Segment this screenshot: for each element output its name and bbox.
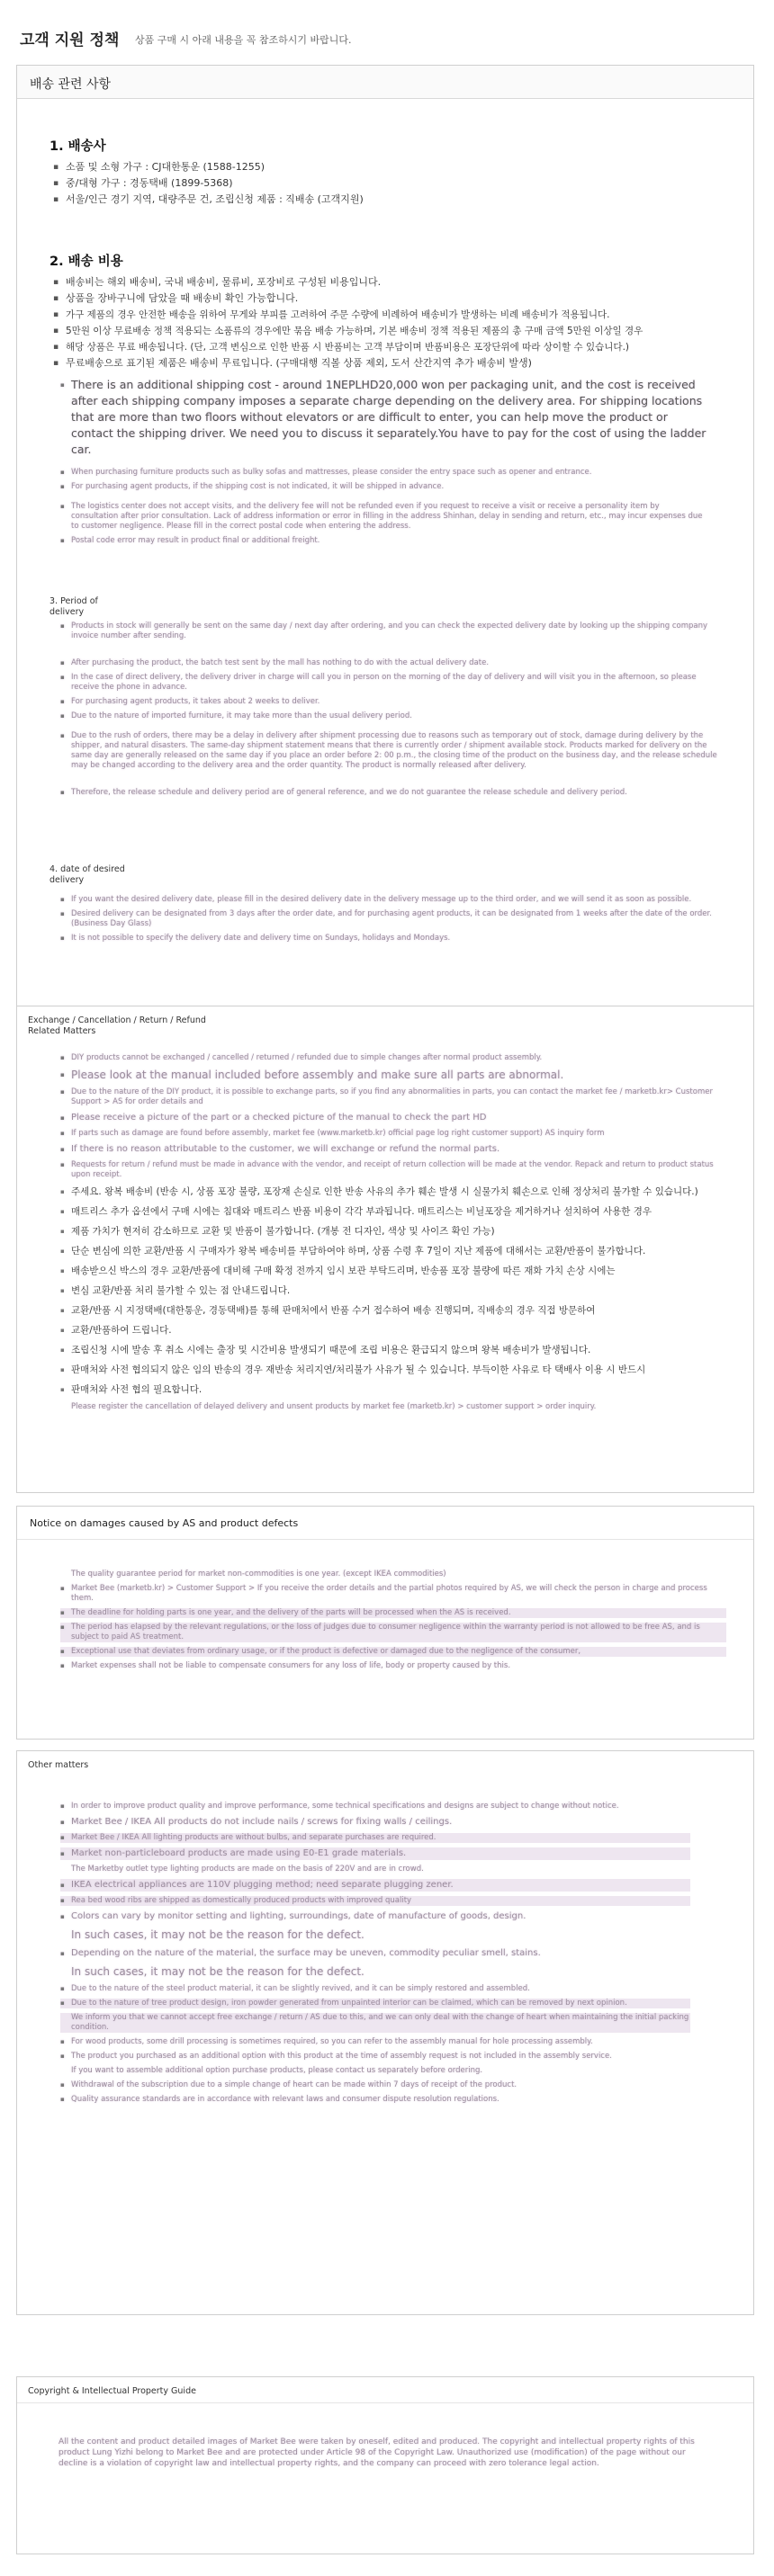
list-item: ▪ 배송비는 해외 배송비, 국내 배송비, 물류비, 포장비로 구성된 비용입니다.: [53, 274, 737, 291]
note-line: ▪ Market expenses shall not be liable to compensate consumers for any loss of life, body or property caused by this.: [60, 1661, 726, 1671]
note-line: ▪ 교환/반품 시 지정택배(대한통운, 경동택배)를 통해 판매처에서 반품 수거 접수하여 배송 진행되며, 직배송의 경우 직접 방문하여: [60, 1303, 726, 1319]
list-item: ▪ 상품을 장바구니에 담았을 때 배송비 확인 가능합니다.: [53, 291, 737, 307]
list-item: ▪ 해당 상품은 무료 배송됩니다. (단, 고객 변심으로 인한 반품 시 반품비는 고객 부담이며 반품비용은 포장단위에 따라 상이할 수 있습니다.): [53, 339, 737, 355]
note-line: ▪ Market non-particleboard products are made using E0-E1 grade materials.: [60, 1847, 690, 1860]
note-line: ▪ 판매처와 사전 협의 필요합니다.: [60, 1382, 726, 1398]
delivery-period-label: 3. Period of delivery: [50, 596, 98, 617]
note-line: ▪ Market Bee / IKEA All products do not include nails / screws for fixing walls / ceilings.: [60, 1816, 690, 1829]
fine-note: ▪ When purchasing furniture products such as bulky sofas and mattresses, please consider the entry space such as opener and entrance.: [60, 468, 708, 478]
note-line: ▪ For wood products, some drill processing is sometimes required, so you can refer to the assembly manual for hole processing assembly.: [60, 2037, 690, 2047]
delivery-period-notes: [60, 622, 717, 802]
fine-note: ▪ Due to the rush of orders, there may be a delay in delivery after shipment processing due to reasons such as temporary out of stock, damage during delivery by the shipper, and natural disasters. The same-day shipment statement means that there is currently order / shipment available stock. Products marked for delivery on the same day are generally released on the same day if you place an order before 2: 00 p.m., the closing time of the product on the business day, and the release schedule may be changed according to the delivery area and the order quantity. The product is normally released after delivery.: [60, 731, 717, 771]
note-line: ▪ Market Bee (marketb.kr) > Customer Support > If you receive the order details and the partial photos required by AS, we will check the person in charge and process them.: [60, 1584, 726, 1604]
note-line: ▪ The period has elapsed by the relevant regulations, or the loss of judges due to consumer negligence within the warranty period is not allowed to be free AS, and is subject to paid AS treatment.: [60, 1623, 726, 1642]
list-item: ▪ 서울/인근 경기 지역, 대량주문 건, 조립신청 제품 : 직배송 (고객지원): [53, 192, 364, 208]
page-subtitle: 상품 구매 시 아래 내용을 꼭 참조하시기 바랍니다.: [135, 34, 352, 46]
fine-note: ▪ The logistics center does not accept visits, and the delivery fee will not be refunded even if you request to receive a visit or receive a personality item by consultation after prior consultation. Lack of address information or error in filling in the address Shinhan, delay in sending and return, etc., may incur expenses due to customer negligence. Please fill in the correct postal code when entering the address.: [60, 502, 708, 532]
page-title: 고객 지원 정책: [20, 31, 120, 49]
note-line: In such cases, it may not be the reason for the defect.: [71, 1928, 364, 1941]
fine-note: ▪ Postal code error may result in product final or additional freight.: [60, 536, 708, 546]
note-line: ▪ 주세요. 왕복 배송비 (반송 시, 상품 포장 불량, 포장재 손실로 인한 반송 사유의 추가 훼손 발생 시 실물가치 훼손으로 인해 정상처리 불가할 수 있습니다.): [60, 1185, 726, 1200]
note-line: In such cases, it may not be the reason for the defect.: [71, 1965, 364, 1978]
note-line: ▪ The deadline for holding parts is one year, and the delivery of the parts will be processed when the AS is received.: [60, 1608, 726, 1618]
note-line: ▪ DIY products cannot be exchanged / cancelled / returned / refunded due to simple changes after normal product assembly.: [60, 1053, 726, 1063]
courier-list: [53, 159, 364, 208]
courier-heading: 1. 배송사: [50, 139, 106, 154]
fine-note: ▪ In the case of direct delivery, the delivery driver in charge will call you in person on the morning of the day of delivery and will visit you in the afternoon, so please receive the phone in advance.: [60, 673, 717, 693]
exchange-section: [16, 1006, 754, 1493]
shipping-cost-extra: [60, 377, 708, 550]
fine-note: ▪ After purchasing the product, the batch test sent by the mall has nothing to do with the actual delivery date.: [60, 658, 717, 668]
shipping-cost-list: [53, 274, 737, 371]
note-line: ▪ In order to improve product quality and improve performance, some technical specifications and designs are subject to change without notice.: [60, 1802, 690, 1811]
shipping-section-header: [17, 66, 753, 99]
note-line: ▪ Rea bed wood ribs are shipped as domestically produced products with improved quality: [60, 1896, 690, 1906]
exchange-section-title: Exchange / Cancellation / Return / Refund Related Matters: [28, 1015, 206, 1036]
note-line: ▪ Due to the nature of the DIY product, it is possible to exchange parts, so if you find any abnormalities in parts, you can contact the market fee / marketb.kr> Customer Support > AS for order details and: [60, 1087, 726, 1107]
list-item: ▪ 5만원 이상 무료배송 정책 적용되는 소품류의 경우에만 묶음 배송 가능하며, 기본 배송비 정책 적용된 제품의 총 구매 금액 5만원 이상일 경우: [53, 323, 737, 339]
note-line: Please register the cancellation of delayed delivery and unsent products by market fee (marketb.kr) > customer support > order inquiry.: [71, 1402, 597, 1411]
note-line: ▪ Please receive a picture of the part or a checked picture of the manual to check the part HD: [60, 1112, 726, 1124]
list-item: ▪ 소품 및 소형 가구 : CJ대한통운 (1588-1255): [53, 159, 364, 175]
list-item: ▪ 무료배송으로 표기된 제품은 배송비 무료입니다. (구매대행 직볼 상품 제외, 도서 산간지역 추가 배송비 발생): [53, 355, 737, 371]
damage-notes: [60, 1570, 726, 1676]
fine-note: ▪ If you want the desired delivery date, please fill in the desired delivery date in the delivery message up to the third order, and we will send it as soon as possible.: [60, 895, 717, 905]
note-line: ▪ 제품 가치가 현저히 감소하므로 교환 및 반품이 불가합니다. (개봉 전 디자인, 색상 및 사이즈 확인 가능): [60, 1224, 726, 1239]
note-line: ▪ 교환/반품하여 드립니다.: [60, 1323, 726, 1338]
fine-note: ▪ Desired delivery can be designated from 3 days after the order date, and for purchasing agent products, it can be designated from 1 weeks after the date of the order. (Business Day Glass): [60, 909, 717, 929]
note-line: ▪ 판매처와 사전 협의되지 않은 임의 반송의 경우 재반송 처리지연/처리불가 사유가 될 수 있습니다. 부득이한 사유로 타 택배사 이용 시 반드시: [60, 1363, 726, 1378]
page-header: [0, 0, 774, 65]
damage-section: [16, 1506, 754, 1740]
note-line: The quality guarantee period for market non-commodities is one year. (except IKEA commodities): [71, 1570, 446, 1579]
note-line: ▪ Due to the nature of the steel product material, it can be slightly revived, and it can be simply restored and assembled.: [60, 1984, 690, 1994]
damage-section-title: Notice on damages caused by AS and product defects: [30, 1517, 299, 1529]
note-line: ▪ Colors can vary by monitor setting and lighting, surroundings, date of manufacture of goods, design.: [60, 1910, 690, 1923]
note-line: ▪ If parts such as damage are found before assembly, market fee (www.marketb.kr) official page log right customer support) AS inquiry form: [60, 1129, 726, 1139]
note-line: ▪ 매트리스 추가 옵션에서 구매 시에는 침대와 매트리스 반품 비용이 각각 부과됩니다. 매트리스는 비닐포장을 제거하거나 설치하여 사용한 경우: [60, 1204, 726, 1220]
note-line: ▪ Requests for return / refund must be made in advance with the vendor, and receipt of return collection will be made at the vendor. Repack and return to product status upon receipt.: [60, 1160, 726, 1180]
note-line: We inform you that we cannot accept free exchange / return / AS due to this, and we can only deal with the change of heart when maintaining the initial packing condition.: [60, 2013, 690, 2033]
note-line: ▪ 변심 교환/반품 처리 불가할 수 있는 점 안내드립니다.: [60, 1284, 726, 1299]
other-section: [16, 1750, 754, 2315]
note-line: ▪ Market Bee / IKEA All lighting products are without bulbs, and separate purchases are required.: [60, 1833, 690, 1843]
additional-cost-text: ▪ There is an additional shipping cost - around 1NEPLHD20,000 won per packaging unit, and the cost is received after each shipping company imposes a separate charge depending on the delivery area. For shipping locations that are more than two floors without elevators or are difficult to enter, you can help move the product or contact the shipping driver. We need you to discuss it separately.You have to pay for the cost of using the ladder car.: [60, 377, 708, 458]
note-line: ▪ Due to the nature of tree product design, iron powder generated from unpainted interior can be claimed, which can be removed by next opinion.: [60, 1999, 690, 2008]
note-line: ▪ The product you purchased as an additional option with this product at the time of assembly request is not included in the assembly service.: [60, 2052, 690, 2062]
exchange-notes: [60, 1053, 726, 1417]
note-line: ▪ Quality assurance standards are in accordance with relevant laws and consumer dispute resolution regulations.: [60, 2095, 690, 2105]
shipping-cost-heading: 2. 배송 비용: [50, 255, 123, 269]
note-line: ▪ Exceptional use that deviates from ordinary usage, or if the product is defective or damaged due to the negligence of the consumer,: [60, 1647, 726, 1657]
copyright-notes: [58, 2437, 716, 2473]
copyright-text: All the content and product detailed images of Market Bee were taken by oneself, edited and produced. The copyright and intellectual property rights of this product Lung Yizhi belong to Market Bee and are protected under Article 98 of the Copyright Law. Unauthorized use (modification) of the page without our decline is a violation of copyright law and intellectual property rights, and the company can proceed with zero tolerance legal action.: [58, 2437, 695, 2468]
fine-note: ▪ For purchasing agent products, if the shipping cost is not indicated, it will be shipped in advance.: [60, 482, 708, 492]
fine-note: ▪ For purchasing agent products, it takes about 2 weeks to deliver.: [60, 697, 717, 707]
copyright-section-title: Copyright & Intellectual Property Guide: [17, 2377, 753, 2403]
other-notes: [60, 1802, 690, 2109]
list-item: ▪ 가구 제품의 경우 안전한 배송을 위하여 무게와 부피를 고려하여 주문 수량에 비례하여 배송비가 발생하는 비례 배송비가 적용됩니다.: [53, 307, 737, 323]
fine-note: ▪ It is not possible to specify the delivery date and delivery time on Sundays, holidays and Mondays.: [60, 934, 717, 944]
note-line: ▪ If there is no reason attributable to the customer, we will exchange or refund the normal parts.: [60, 1143, 726, 1156]
other-section-title: Other matters: [28, 1760, 89, 1770]
shipping-section-title: 배송 관련 사항: [30, 77, 112, 92]
shipping-section: [16, 65, 754, 1013]
note-line: ▪ Please look at the manual included before assembly and make sure all parts are abnormal.: [60, 1068, 726, 1083]
fine-note: ▪ Products in stock will generally be sent on the same day / next day after ordering, and you can check the expected delivery date by looking up the shipping company invoice number after sending.: [60, 622, 717, 641]
desired-date-label: 4. date of desired delivery: [50, 864, 125, 885]
note-line: ▪ 단순 변심에 의한 교환/반품 시 구매자가 왕복 배송비를 부담하여야 하며, 상품 수령 후 7일이 지난 제품에 대해서는 교환/반품이 불가합니다.: [60, 1244, 726, 1259]
fine-note: ▪ Due to the nature of imported furniture, it may take more than the usual delivery period.: [60, 711, 717, 721]
note-line: ▪ IKEA electrical appliances are 110V plugging method; need separate plugging zener.: [60, 1879, 690, 1892]
desired-date-notes: [60, 895, 717, 948]
fine-note: ▪ Therefore, the release schedule and delivery period are of general reference, and we do not guarantee the release schedule and delivery period.: [60, 788, 717, 798]
note-line: ▪ Depending on the nature of the material, the surface may be uneven, commodity peculiar smell, stains.: [60, 1947, 690, 1960]
copyright-section: [16, 2376, 754, 2554]
note-line: ▪ Withdrawal of the subscription due to a simple change of heart can be made within 7 days of receipt of the product.: [60, 2080, 690, 2090]
damage-section-header: [17, 1507, 753, 1540]
note-line: ▪ 배송받으신 박스의 경우 교환/반품에 대비해 구매 확정 전까지 임시 보관 부탁드리며, 반송품 포장 불량에 따른 재화 가치 손상 시에는: [60, 1264, 726, 1279]
note-line: ▪ 조립신청 시에 발송 후 취소 시에는 출장 및 시간비용 발생되기 때문에 조립 비용은 환급되지 않으며 왕복 배송비가 발생됩니다.: [60, 1343, 726, 1358]
list-item: ▪ 중/대형 가구 : 경동택배 (1899-5368): [53, 175, 364, 192]
note-line: The Marketby outlet type lighting products are made on the basis of 220V and are in crowd.: [71, 1865, 424, 1874]
note-line: If you want to assemble additional option purchase products, please contact us separately before ordering.: [71, 2066, 483, 2075]
